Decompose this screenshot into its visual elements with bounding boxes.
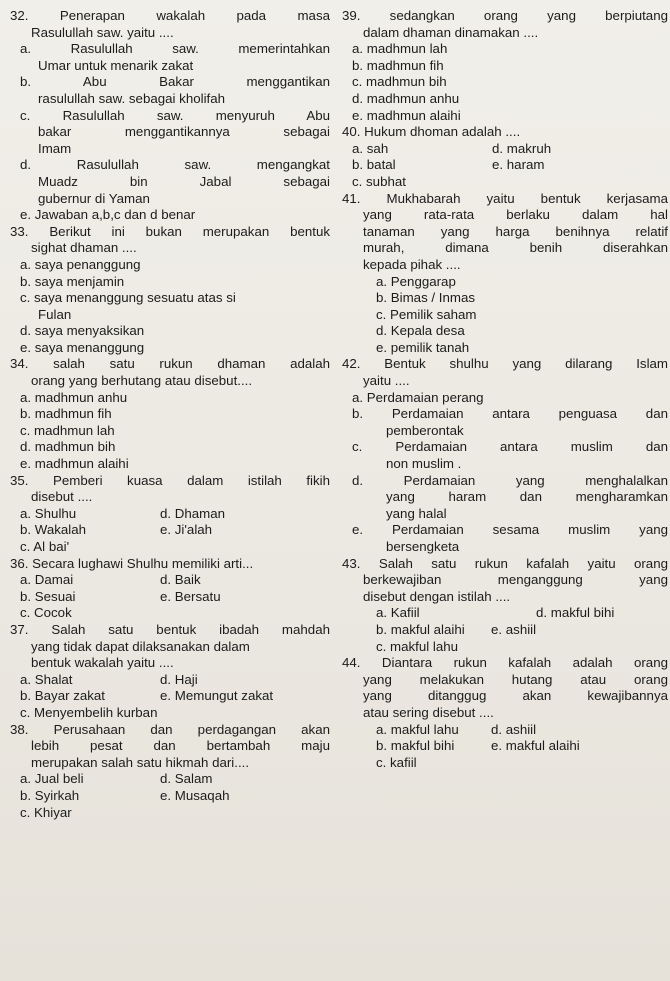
text-line: c. Al bai' [20, 539, 70, 554]
text-line: c. madhmun bih [352, 74, 447, 90]
option-text: e. Ji'alah [160, 522, 213, 538]
option-text: b. Sesuai [20, 588, 76, 604]
text-line: orang yang berhutang atau disebut.... [31, 373, 253, 389]
question-line: 40. Hukum dhoman adalah .... [342, 124, 521, 140]
option-text: b. makful alaihi [376, 621, 465, 637]
text-line: murah, dimana benih diserahkan [363, 240, 668, 256]
right-column [342, 8, 668, 771]
question-line: 35. Pemberi kuasa dalam istilah fikih [10, 472, 330, 488]
option-text: d. Haji [160, 671, 198, 687]
option-text: d. ashiil [491, 721, 537, 737]
text-line: a. madhmun anhu [20, 389, 128, 405]
question-line: 39. sedangkan orang yang berpiutang [342, 8, 668, 23]
option-text: a. Shulhu [20, 505, 77, 521]
text-line: d. Perdamaian yang menghalalkan [352, 472, 668, 488]
question-line: 43. Salah satu rukun kafalah yaitu orang [342, 555, 668, 571]
option-text: e. Memungut zakat [160, 688, 274, 704]
text-line: yang melakukan hutang atau orang [363, 671, 668, 687]
text-line: rasulullah saw. sebagai kholifah [38, 90, 226, 106]
text-line: e. madhmun alaihi [20, 456, 129, 472]
text-line: c. Khiyar [20, 804, 72, 820]
text-line: yang halal [386, 505, 447, 521]
option-text: b. Syirkah [20, 787, 80, 803]
option-row [10, 688, 330, 705]
option-row [10, 506, 330, 523]
option-text: a. Damai [20, 572, 74, 588]
text-line: gubernur di Yaman [38, 190, 150, 206]
text-line: lebih pesat dan bertambah maju [31, 738, 330, 754]
text-line: c. Rasulullah saw. menyuruh Abu [20, 107, 330, 123]
text-line: d. saya menyaksikan [20, 323, 145, 339]
text-line: c. Cocok [20, 605, 72, 621]
text-line: bersengketa [386, 539, 460, 554]
option-row [10, 788, 330, 805]
text-line: d. madhmun bih [20, 439, 116, 455]
text-line: non muslim . [386, 456, 462, 472]
text-line: sighat dhaman .... [31, 240, 137, 256]
option-text: a. Shalat [20, 671, 73, 687]
question-line: 36. Secara lughawi Shulhu memiliki arti... [10, 555, 254, 571]
option-text: e. haram [492, 157, 545, 173]
option-row [342, 722, 668, 739]
option-row [342, 605, 668, 622]
text-line: yaitu .... [363, 373, 410, 389]
text-line: yang tidak dapat dilaksanakan dalam [31, 638, 250, 654]
option-row [10, 522, 330, 539]
text-line: e. Jawaban a,b,c dan d benar [20, 207, 196, 223]
text-line: yang rata-rata berlaku dalam hal [363, 207, 668, 223]
left-column [10, 8, 330, 821]
text-line: Muadz bin Jabal sebagai [38, 173, 330, 189]
text-line: Fulan [38, 306, 72, 322]
text-line: b. saya menjamin [20, 273, 125, 289]
text-line: yang ditanggug akan kewajibannya [363, 688, 668, 704]
text-line: a. Penggarap [376, 273, 456, 289]
option-text: b. Wakalah [20, 522, 87, 538]
option-text: d. Salam [160, 771, 213, 787]
text-line: b. madhmun fih [352, 57, 444, 73]
text-line: b. Perdamaian antara penguasa dan [352, 406, 668, 422]
option-row [10, 672, 330, 689]
text-line: a. saya penanggung [20, 256, 141, 272]
text-line: yang haram dan mengharamkan [386, 489, 668, 505]
text-line: e. pemilik tanah [376, 339, 470, 355]
text-line: dalam dhaman dinamakan .... [363, 24, 539, 40]
text-line: b. Abu Bakar menggantikan [20, 74, 330, 90]
text-line: disebut .... [31, 489, 93, 505]
question-line: 32. Penerapan wakalah pada masa [10, 8, 330, 23]
question-line: 37. Salah satu bentuk ibadah mahdah [10, 621, 330, 637]
option-text: e. Bersatu [160, 588, 221, 604]
text-line: bakar menggantikannya sebagai [38, 124, 330, 140]
text-line: tanaman yang harga benihnya relatif [363, 223, 668, 239]
option-text: a. Kafiil [376, 605, 420, 621]
text-line: c. saya menanggung sesuatu atas si [20, 290, 236, 306]
text-line: bentuk wakalah yaitu .... [31, 655, 174, 671]
option-row [10, 572, 330, 589]
text-line: c. kafiil [376, 754, 417, 770]
option-row [342, 157, 668, 174]
text-line: pemberontak [386, 422, 464, 438]
text-line: a. Rasulullah saw. memerintahkan [20, 41, 330, 57]
question-line: 42. Bentuk shulhu yang dilarang Islam [342, 356, 668, 372]
text-line: a. Perdamaian perang [352, 389, 484, 405]
text-line: disebut dengan istilah .... [363, 588, 511, 604]
question-line: 41. Mukhabarah yaitu bentuk kerjasama [342, 190, 668, 206]
option-row [342, 622, 668, 639]
text-line: b. madhmun fih [20, 406, 112, 422]
text-line: d. Rasulullah saw. mengangkat [20, 157, 330, 173]
option-text: b. makful bihi [376, 738, 455, 754]
text-line: c. subhat [352, 173, 406, 189]
text-line: e. saya menanggung [20, 339, 145, 355]
text-line: merupakan salah satu hikmah dari.... [31, 754, 250, 770]
text-line: Umar untuk menarik zakat [38, 57, 194, 73]
option-row [342, 141, 668, 158]
text-line: Imam [38, 140, 72, 156]
option-text: a. Jual beli [20, 771, 84, 787]
text-line: a. madhmun lah [352, 41, 448, 57]
option-text: a. sah [352, 140, 389, 156]
text-line: c. makful lahu [376, 638, 459, 654]
question-line: 34. salah satu rukun dhaman adalah [10, 356, 330, 372]
option-text: d. makful bihi [536, 605, 615, 621]
option-text: a. makful lahu [376, 721, 459, 737]
text-line: d. Kepala desa [376, 323, 465, 339]
text-line: c. Menyembelih kurban [20, 704, 158, 720]
option-text: b. Bayar zakat [20, 688, 105, 704]
option-row [342, 738, 668, 755]
question-line: 44. Diantara rukun kafalah adalah orang [342, 655, 668, 671]
option-text: d. Dhaman [160, 505, 226, 521]
option-text: b. batal [352, 157, 396, 173]
question-line: 33. Berikut ini bukan merupakan bentuk [10, 223, 330, 239]
text-line: b. Bimas / Inmas [376, 290, 476, 306]
text-line: e. Perdamaian sesama muslim yang [352, 522, 668, 538]
text-line: d. madhmun anhu [352, 90, 460, 106]
question-line: 38. Perusahaan dan perdagangan akan [10, 721, 330, 737]
option-row [10, 589, 330, 606]
text-line: c. Pemilik saham [376, 306, 477, 322]
text-line: e. madhmun alaihi [352, 107, 461, 123]
option-text: e. Musaqah [160, 787, 230, 803]
text-line: Rasulullah saw. yaitu .... [31, 24, 174, 40]
text-line: c. Perdamaian antara muslim dan [352, 439, 668, 455]
option-text: d. makruh [492, 140, 552, 156]
option-text: e. makful alaihi [491, 738, 580, 754]
text-line: atau sering disebut .... [363, 704, 494, 720]
option-row [10, 771, 330, 788]
option-text: d. Baik [160, 572, 201, 588]
text-line: kepada pihak .... [363, 256, 461, 272]
text-line: berkewajiban menganggung yang [363, 572, 668, 588]
option-text: e. ashiil [491, 621, 537, 637]
text-line: c. madhmun lah [20, 422, 115, 438]
